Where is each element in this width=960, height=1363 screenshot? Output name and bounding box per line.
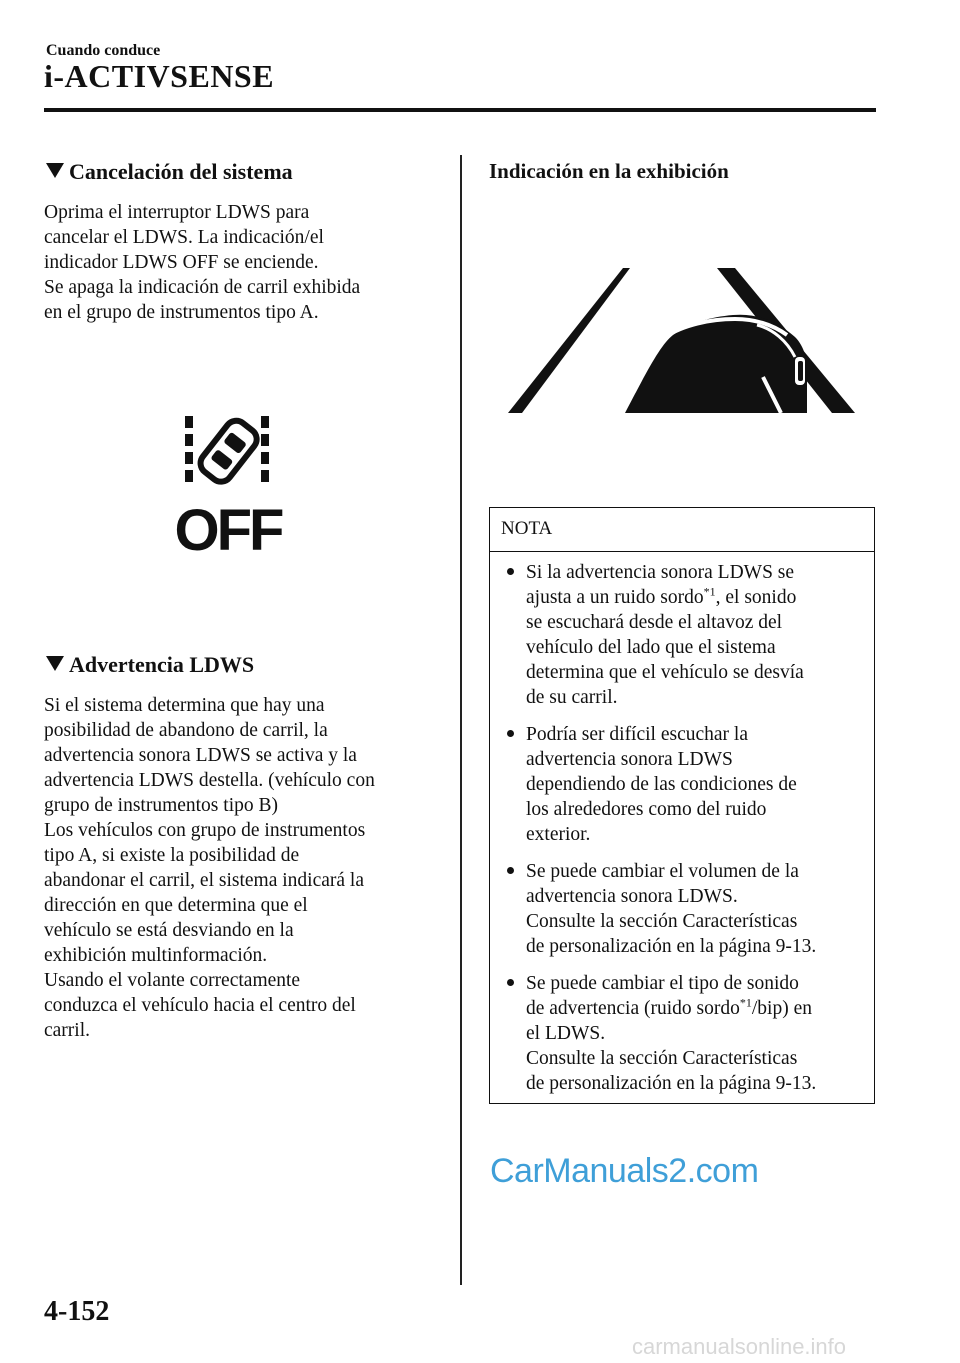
text-line: en el grupo de instrumentos tipo A. bbox=[44, 302, 319, 323]
text-line: abandonar el carril, el sistema indicará la bbox=[44, 870, 364, 891]
bullet-dot-icon bbox=[507, 730, 514, 737]
ldws-off-indicator-icon bbox=[168, 412, 288, 554]
text-line: Si el sistema determina que hay una bbox=[44, 695, 325, 716]
text-line: cancelar el LDWS. La indicación/el bbox=[44, 227, 324, 248]
header-divider bbox=[44, 108, 876, 112]
text-line: dependiendo de las condiciones de bbox=[526, 774, 797, 795]
note-bullet bbox=[505, 859, 816, 959]
text-line: dirección en que determina que el bbox=[44, 895, 308, 916]
text-line: grupo de instrumentos tipo B) bbox=[44, 795, 278, 816]
text-line: Se puede cambiar el volumen de la bbox=[526, 861, 799, 882]
column-divider bbox=[460, 155, 462, 1285]
text-line: Si la advertencia sonora LDWS se bbox=[526, 562, 795, 583]
footnote-marker: *1 bbox=[703, 584, 716, 599]
watermark-text: CarManuals2.com bbox=[490, 1152, 759, 1190]
text-line: Consulte la sección Características bbox=[526, 911, 798, 932]
lane-departure-display-illustration bbox=[505, 265, 857, 415]
text-run: , el sonido bbox=[715, 587, 797, 608]
text-line bbox=[526, 996, 816, 1021]
text-line: Se apaga la indicación de carril exhibida bbox=[44, 277, 361, 298]
display-heading: Indicación en la exhibición bbox=[489, 159, 729, 183]
text-line: advertencia sonora LDWS bbox=[526, 749, 733, 770]
text-line: los alrededores como del ruido bbox=[526, 799, 767, 820]
text-line: advertencia sonora LDWS. bbox=[526, 886, 738, 907]
text-line: carril. bbox=[44, 1020, 91, 1041]
section-label: Cuando conduce bbox=[46, 42, 161, 59]
text-run: ajusta a un ruido sordo bbox=[526, 587, 704, 608]
text-line: se escuchará desde el altavoz del bbox=[526, 612, 783, 633]
note-bullet bbox=[505, 971, 816, 1096]
text-line: conduzca el vehículo hacia el centro del bbox=[44, 995, 356, 1016]
text-line bbox=[526, 585, 804, 610]
footer-url: carmanualsonline.info bbox=[632, 1334, 847, 1359]
text-line: Consulte la sección Características bbox=[526, 1048, 798, 1069]
warning-paragraph bbox=[44, 693, 375, 1043]
note-header bbox=[490, 508, 874, 552]
text-line: advertencia sonora LDWS se activa y la bbox=[44, 745, 357, 766]
text-line: exterior. bbox=[526, 824, 591, 845]
text-line: de su carril. bbox=[526, 687, 618, 708]
text-line: advertencia LDWS destella. (vehículo con bbox=[44, 770, 375, 791]
text-line: indicador LDWS OFF se enciende. bbox=[44, 252, 319, 273]
note-bullet bbox=[505, 560, 804, 710]
text-run: /bip) en bbox=[751, 998, 812, 1019]
text-line: exhibición multinformación. bbox=[44, 945, 268, 966]
text-line: Los vehículos con grupo de instrumentos bbox=[44, 820, 366, 841]
text-run: de advertencia (ruido sordo bbox=[526, 998, 740, 1019]
text-line: tipo A, si existe la posibilidad de bbox=[44, 845, 300, 866]
bullet-dot-icon bbox=[507, 568, 514, 575]
note-label: NOTA bbox=[501, 518, 553, 539]
text-line: Podría ser difícil escuchar la bbox=[526, 724, 748, 745]
cancel-heading bbox=[46, 159, 293, 185]
note-bullet bbox=[505, 722, 797, 847]
triangle-marker-icon bbox=[46, 163, 64, 178]
text-line: Usando el volante correctamente bbox=[44, 970, 301, 991]
cancel-heading-text: Cancelación del sistema bbox=[69, 159, 293, 184]
text-line: de personalización en la página 9-13. bbox=[526, 936, 817, 957]
text-line: de personalización en la página 9-13. bbox=[526, 1073, 817, 1094]
text-line: determina que el vehículo se desvía bbox=[526, 662, 804, 683]
footnote-marker: *1 bbox=[739, 995, 752, 1010]
text-line: el LDWS. bbox=[526, 1023, 606, 1044]
triangle-marker-icon bbox=[46, 656, 64, 671]
off-icon-text: OFF bbox=[174, 498, 282, 554]
text-line: vehículo se está desviando en la bbox=[44, 920, 294, 941]
page-number: 4-152 bbox=[44, 1296, 110, 1327]
warning-heading-text: Advertencia LDWS bbox=[69, 652, 255, 677]
text-line: Se puede cambiar el tipo de sonido bbox=[526, 973, 799, 994]
page-title: i-ACTIVSENSE bbox=[44, 58, 275, 94]
text-line: posibilidad de abandono de carril, la bbox=[44, 720, 328, 741]
text-line: Oprima el interruptor LDWS para bbox=[44, 202, 310, 223]
bullet-dot-icon bbox=[507, 979, 514, 986]
cancel-paragraph bbox=[44, 200, 360, 325]
warning-heading bbox=[46, 652, 254, 678]
bullet-dot-icon bbox=[507, 867, 514, 874]
text-line: vehículo del lado que el sistema bbox=[526, 637, 776, 658]
note-box bbox=[489, 507, 875, 1104]
